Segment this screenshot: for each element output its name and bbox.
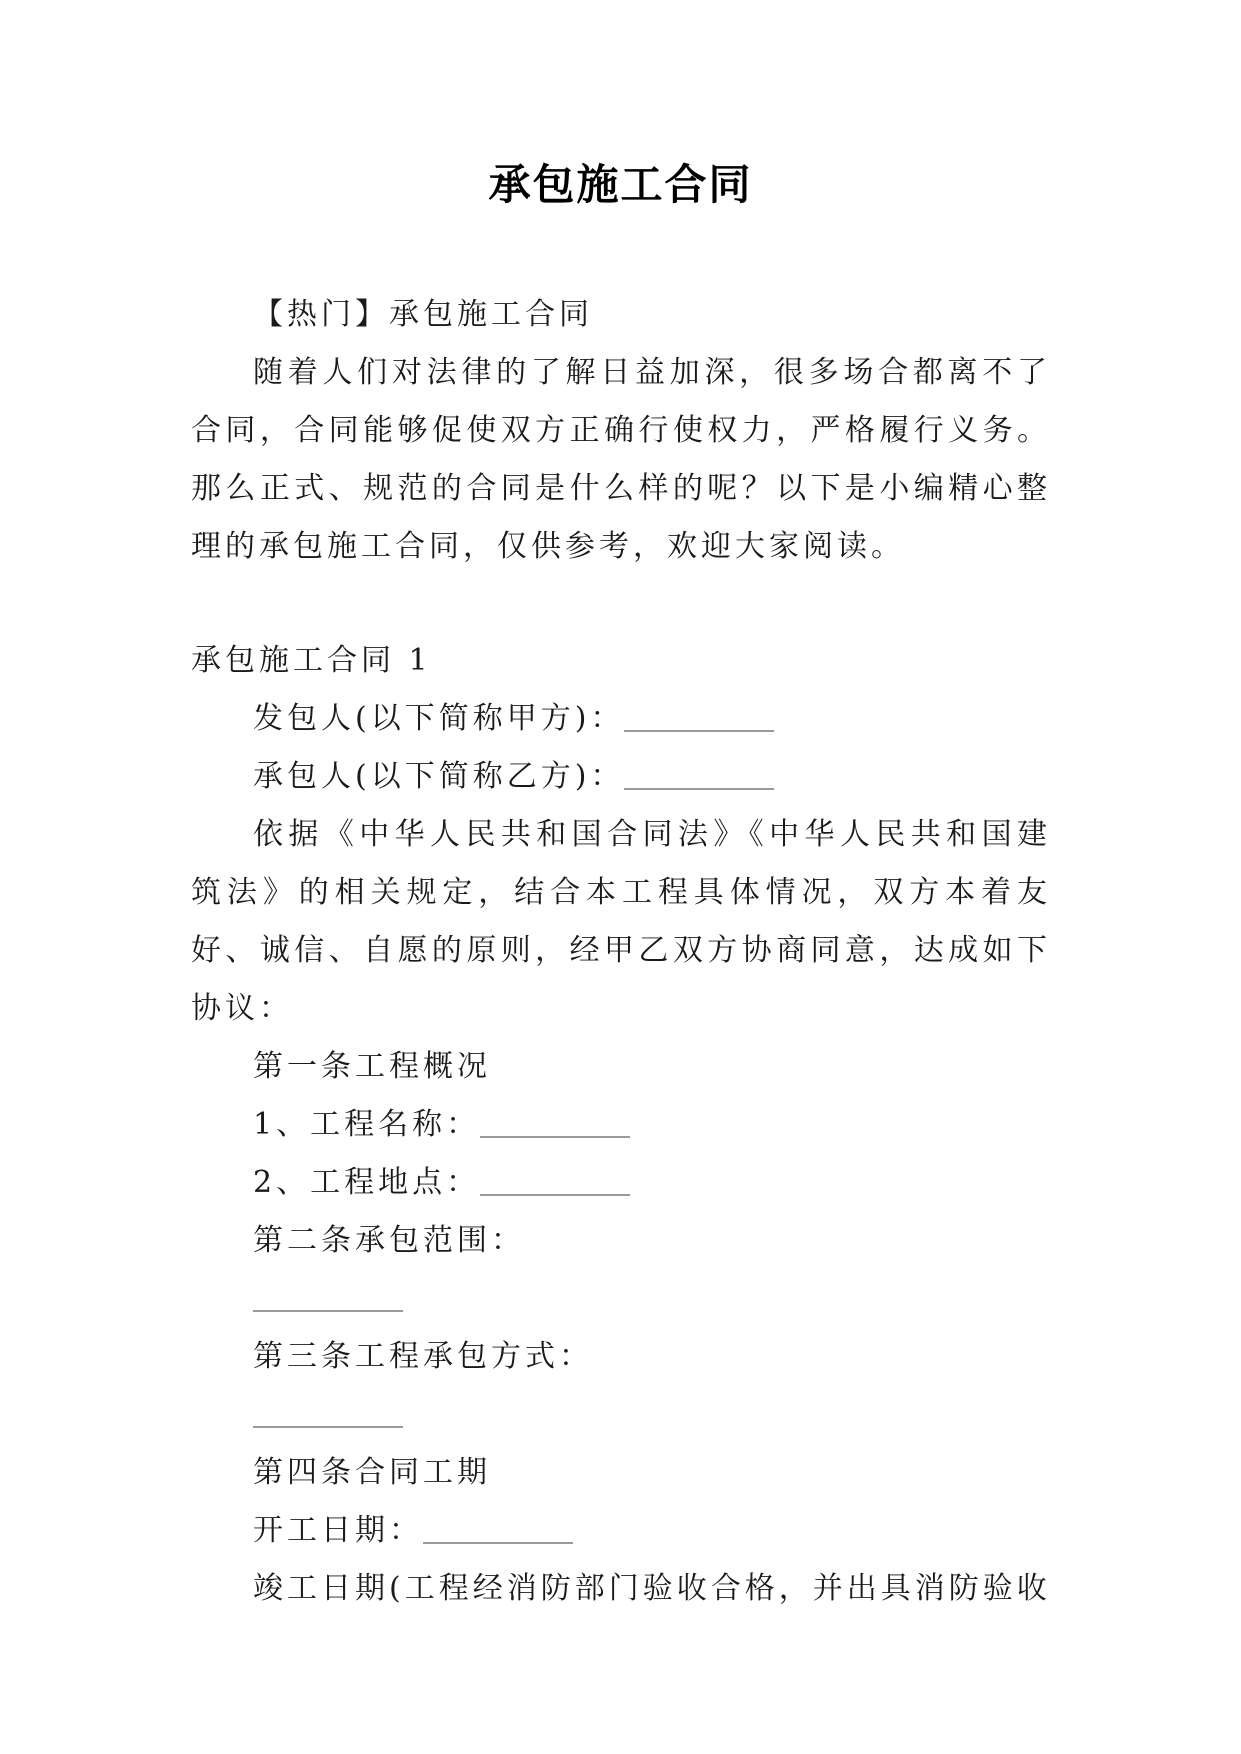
article-1-title: 第一条工程概况 <box>253 1049 491 1084</box>
section-title: 承包施工合同 1 <box>191 643 432 678</box>
start-date-blank <box>423 1542 573 1544</box>
document-body <box>191 286 1051 1618</box>
article-2-title: 第二条承包范围： <box>253 1223 525 1258</box>
party-a-line <box>191 690 1051 748</box>
intro-paragraph: 随着人们对法律的了解日益加深，很多场合都离不了合同，合同能够促使双方正确行使权力，严格履行义务。那么正式、规范的合同是什么样的呢？以下是小编精心整理的承包施工合同，仅供参考，欢迎大家阅读。 <box>191 355 1051 564</box>
start-date-line <box>191 1502 1051 1560</box>
article-2-blank-line <box>191 1270 1051 1328</box>
project-name-label: 1、工程名称： <box>253 1107 481 1142</box>
project-location-label: 2、工程地点： <box>253 1165 481 1200</box>
intro-heading: 【热门】承包施工合同 <box>253 297 593 332</box>
party-b-label: 承包人(以下简称乙方)： <box>253 759 625 794</box>
start-date-label: 开工日期： <box>253 1513 423 1548</box>
article-3-blank <box>253 1426 403 1428</box>
party-a-blank <box>624 730 774 732</box>
party-b-blank <box>624 788 774 790</box>
document-title: 承包施工合同 <box>488 160 753 209</box>
party-b-line <box>191 748 1051 806</box>
article-3-title: 第三条工程承包方式： <box>253 1339 593 1374</box>
article-3-blank-line <box>191 1386 1051 1444</box>
party-a-label: 发包人(以下简称甲方)： <box>253 701 625 736</box>
article-2-blank <box>253 1310 403 1312</box>
project-name-blank <box>480 1136 630 1138</box>
project-location-line <box>191 1154 1051 1212</box>
article-4-title: 第四条合同工期 <box>253 1455 491 1490</box>
completion-date-line: 竣工日期(工程经消防部门验收合格，并出具消防验收 <box>253 1571 1051 1606</box>
project-name-line <box>191 1096 1051 1154</box>
basis-paragraph: 依据《中华人民共和国合同法》《中华人民共和国建筑法》的相关规定，结合本工程具体情况，双方本着友好、诚信、自愿的原则，经甲乙双方协商同意，达成如下协议： <box>191 817 1051 1026</box>
project-location-blank <box>480 1194 630 1196</box>
